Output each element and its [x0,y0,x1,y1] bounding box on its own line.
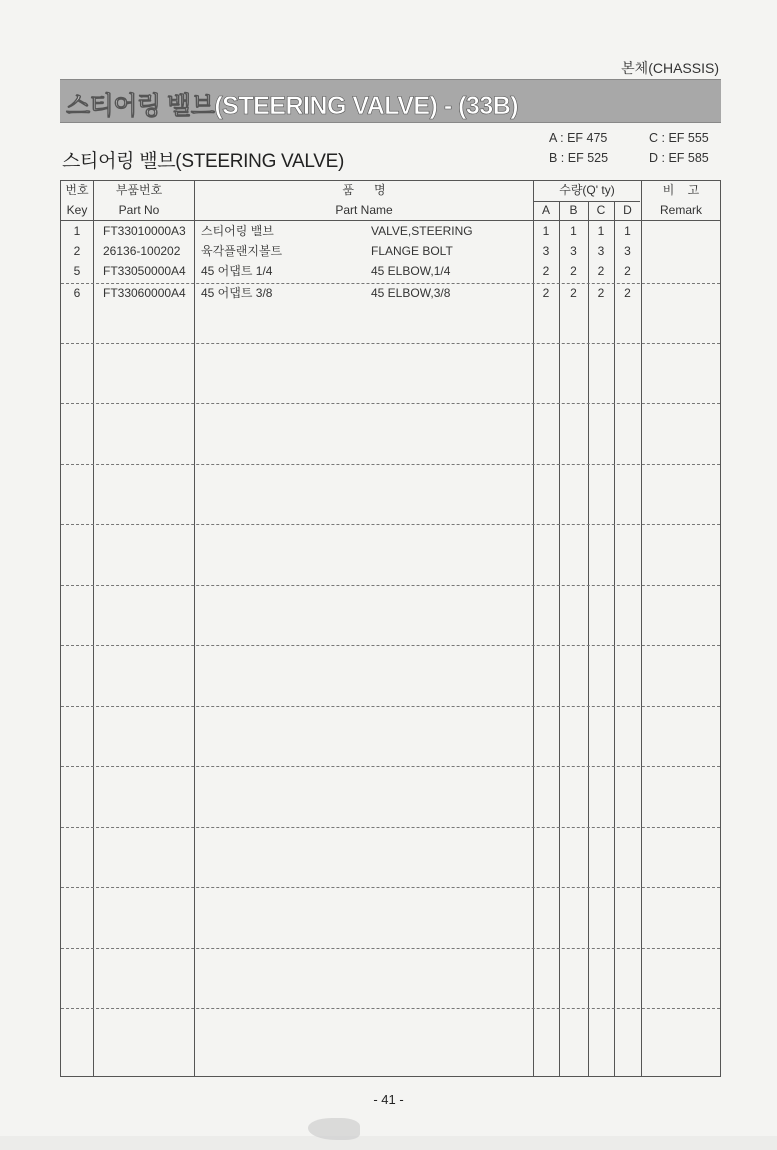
row-qty-b: 3 [570,244,577,258]
row-key: 6 [73,286,81,300]
banner-title: 스티어링 밸브(STEERING VALVE) - (33B) [66,92,519,120]
row-key: 1 [73,224,81,238]
scan-edge [0,1136,777,1150]
row-part-no: 26136-100202 [103,244,181,258]
header-qty-d: D [623,203,632,217]
header-qty-c: C [596,203,606,217]
row-qty-a: 1 [542,224,550,238]
row-part-no: FT33060000A4 [103,286,186,300]
row-part-no: FT33050000A4 [103,264,186,278]
row-qty-d: 3 [624,244,631,258]
header-partno-en: Part No [118,203,160,217]
row-qty-c: 2 [597,264,605,278]
header-key-kr: 번호 [65,183,89,197]
header-qty: 수량(Q' ty) [559,183,615,197]
row-name-kr: 45 어댑트 1/4 [201,264,273,278]
row-name-kr: 45 어댑트 3/8 [201,286,273,300]
row-qty-c: 1 [597,224,605,238]
header-remark-kr: 비 고 [662,183,700,197]
page-subtitle: 스티어링 밸브(STEERING VALVE) [62,151,344,172]
row-qty-b: 2 [570,264,577,278]
header-name-en: Part Name [335,203,393,217]
row-name-kr: 스티어링 밸브 [201,224,274,238]
header-partno-kr: 부품번호 [115,183,163,197]
parts-table [60,180,721,1077]
header-key-en: Key [66,203,88,217]
header-qty-b: B [569,203,578,217]
row-name-en: 45 ELBOW,3/8 [371,286,451,300]
row-qty-c: 3 [597,244,605,258]
row-name-en: 45 ELBOW,1/4 [371,264,451,278]
row-qty-a: 2 [542,286,550,300]
page-number: - 41 - [373,1092,404,1107]
model-a: A : EF 475 [549,131,608,145]
row-qty-d: 2 [624,264,631,278]
model-c: C : EF 555 [649,131,709,145]
row-name-kr: 육각플랜지볼트 [201,244,283,258]
row-name-en: FLANGE BOLT [371,244,453,258]
row-qty-a: 2 [542,264,550,278]
model-b: B : EF 525 [549,151,609,165]
row-qty-d: 1 [624,224,631,238]
row-qty-d: 2 [624,286,631,300]
row-part-no: FT33010000A3 [103,224,186,238]
model-d: D : EF 585 [649,151,709,165]
header-qty-a: A [541,203,550,217]
row-name-en: VALVE,STEERING [371,224,473,238]
row-key: 2 [73,244,81,258]
row-key: 5 [73,264,81,278]
header-name-kr: 품 명 [342,183,386,197]
row-qty-a: 3 [542,244,550,258]
header-remark-en: Remark [659,203,702,217]
section-label: 본체(CHASSIS) [621,60,719,76]
title-banner [60,79,721,123]
row-qty-b: 2 [570,286,577,300]
row-qty-c: 2 [597,286,605,300]
row-qty-b: 1 [570,224,577,238]
